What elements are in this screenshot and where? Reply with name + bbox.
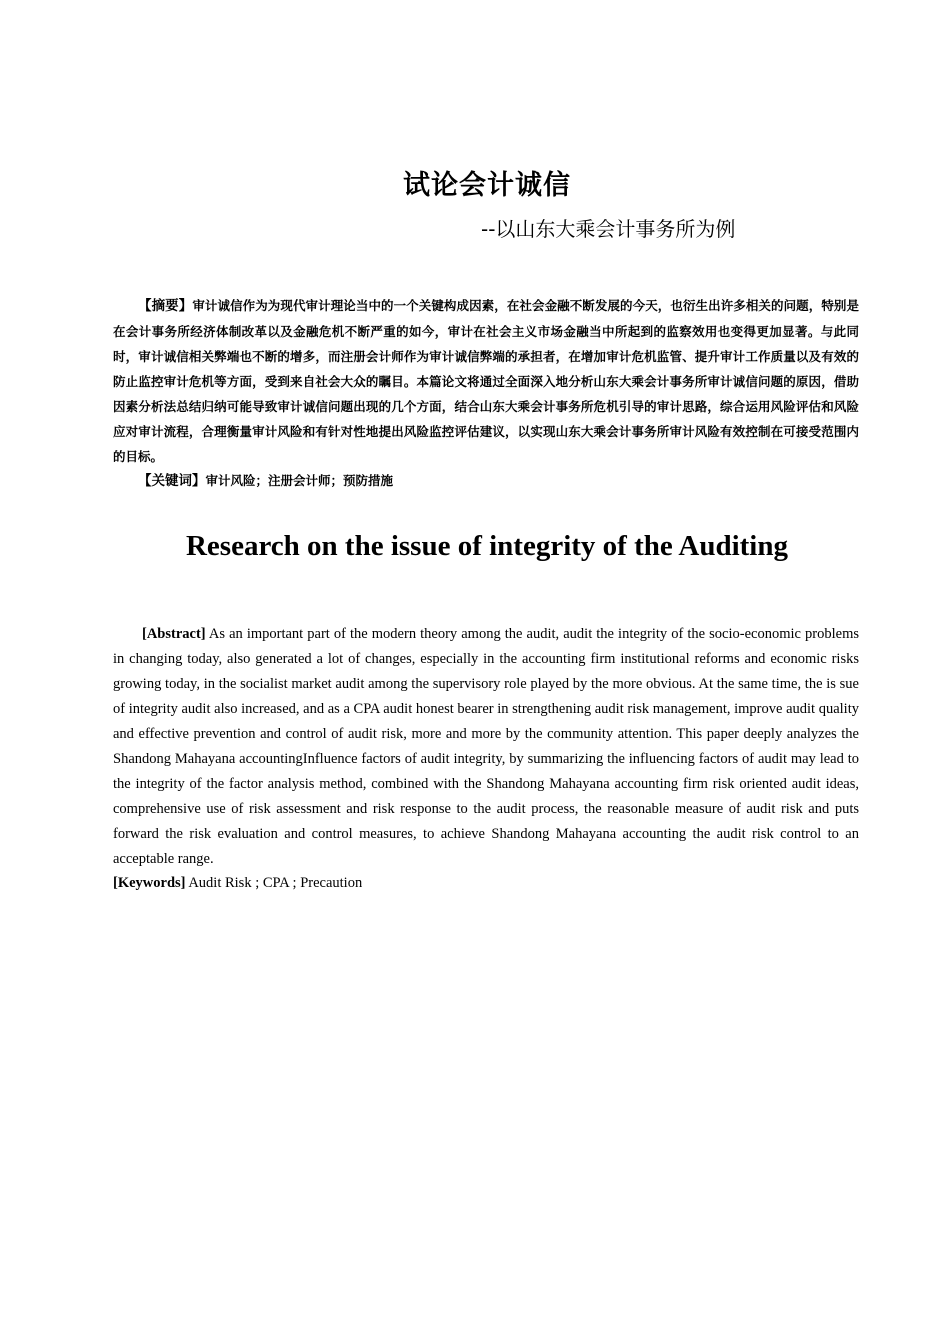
chinese-abstract-label: 【摘要】 (138, 298, 193, 314)
english-abstract (113, 622, 859, 872)
english-keywords-text: Audit Risk ; CPA ; Precaution (188, 875, 363, 891)
chinese-keywords-label: 【关键词】 (138, 473, 206, 489)
chinese-abstract (113, 293, 859, 469)
english-keywords-label: [Keywords] (113, 875, 186, 891)
english-abstract-label: [Abstract] (142, 626, 206, 642)
chinese-abstract-text: 审计诚信作为为现代审计理论当中的一个关键构成因素，在社会金融不断发展的今天，也衍生出许多相关的问题，特别是在会计事务所经济体制改革以及金融危机不断严重的如今，审计在社会主义市场金融当中所起到的监察效用也变得更加显著。与此同时，审计诚信相关弊端也不断的增多，而注册会计师作为审计诚信弊端的承担者，在增加审计危机监管、提升审计工作质量以及有效的防止监控审计危机等方面，受到来自社会大众的瞩目。本篇论文将通过全面深入地分析山东大乘会计事务所审计诚信问题的原因，借助因素分析法总结归纳可能导致审计诚信问题出现的几个方面，结合山东大乘会计事务所危机引导的审计思路，综合运用风险评估和风险应对审计流程，合理衡量审计风险和有针对性地提出风险监控评估建议，以实现山东大乘会计事务所审计风险有效控制在可接受范围内的目标。 (113, 298, 859, 464)
chinese-title: 试论会计诚信 (403, 170, 571, 201)
english-keywords (113, 871, 362, 896)
chinese-subtitle: --以山东大乘会计事务所为例 (481, 217, 736, 241)
english-title: Research on the issue of integrity of the Auditing (185, 530, 788, 562)
chinese-keywords-text: 审计风险；注册会计师；预防措施 (205, 473, 394, 488)
english-abstract-text: As an important part of the modern theory among the audit, audit the integrity of the socio-economic problems in changing today, also generated a lot of changes, especially in the accounting firm institutional reforms and economic risks growing today, in the socialist market audit among the supervisory role played by the more obvious. At the same time, the is sue of integrity audit also increased, and as a CPA audit honest bearer in strengthening audit risk management, improve audit quality and effective prevention and control of audit risk, more and more by the community attention. This paper deeply analyzes the Shandong Mahayana accountingInfluence factors of audit integrity, by summarizing the influencing factors of audit may lead to the integrity of the factor analysis method, combined with the Shandong Mahayana accounting firm risk oriented audit ideas, comprehensive use of risk assessment and risk response to the audit process, the reasonable measure of audit risk and puts forward the risk evaluation and control measures, to achieve Shandong Mahayana accounting the audit risk control to an acceptable range. (113, 626, 859, 867)
chinese-keywords (138, 468, 393, 494)
